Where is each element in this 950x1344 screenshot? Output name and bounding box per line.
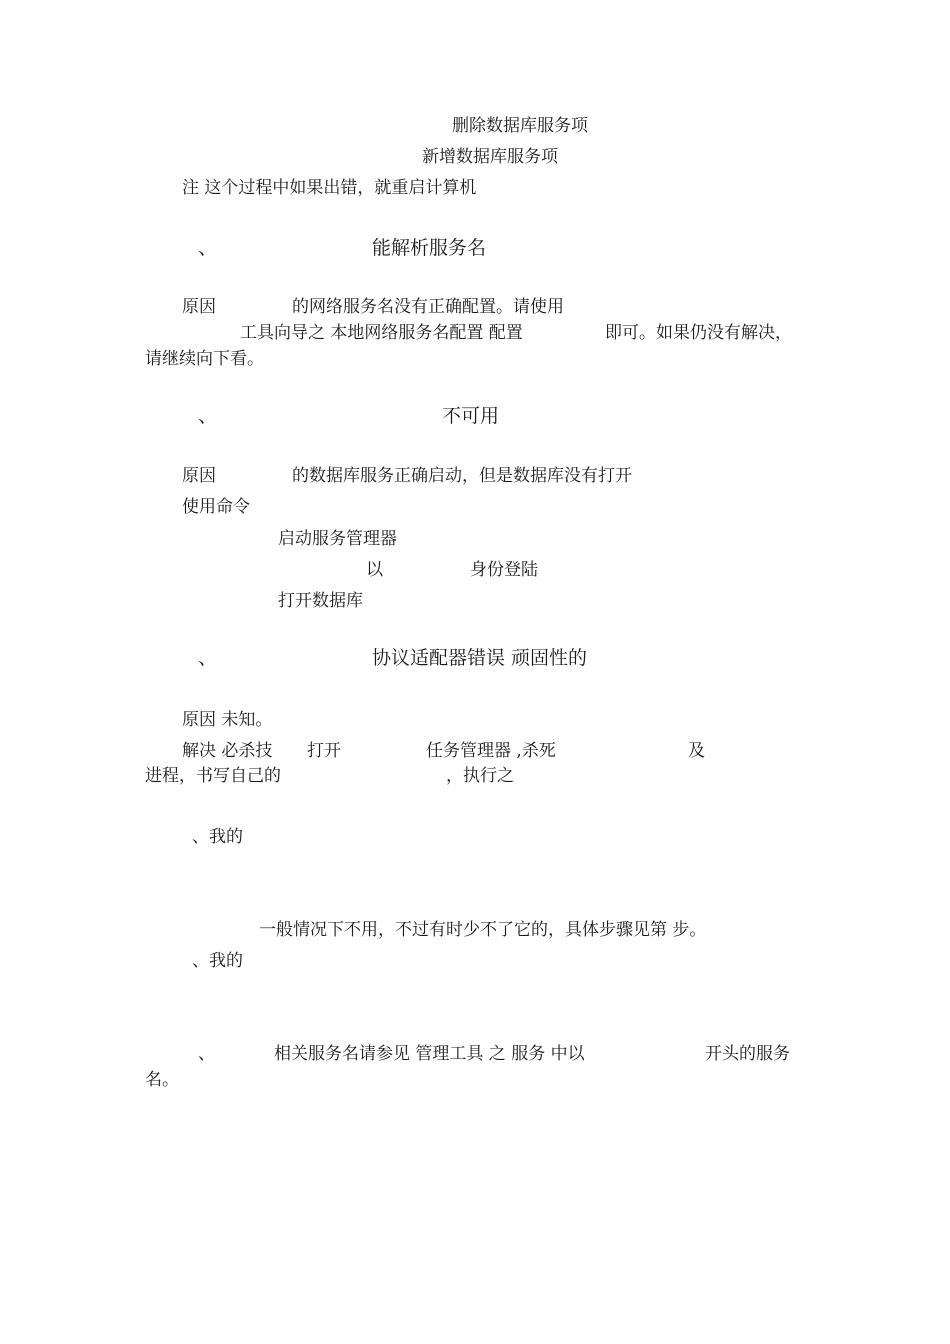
text-line-related-service-names: 相关服务名请参见 管理工具 之 服务 中以 <box>274 1044 585 1064</box>
text-line-delete-service: 删除数据库服务项 <box>452 116 588 136</box>
section-2-number: 、 <box>198 405 218 427</box>
text-line-cause-label-2: 原因 <box>182 466 216 486</box>
section-2-heading: 不可用 <box>442 405 500 427</box>
text-line-cause-2: 的数据库服务正确启动，但是数据库没有打开 <box>292 466 632 486</box>
text-line-start-service-manager: 启动服务管理器 <box>278 529 397 549</box>
text-line-service-prefix: 开头的服务 <box>705 1044 790 1064</box>
text-line-open: 打开 <box>307 741 341 761</box>
section-3-heading: 协议适配器错误 顽固性的 <box>372 647 588 669</box>
section-3-number: 、 <box>198 647 218 669</box>
text-line-continue: 请继续向下看。 <box>145 349 264 369</box>
text-line-still-unsolved: 即可。如果仍没有解决， <box>605 323 792 343</box>
text-line-my-1: 、我的 <box>192 827 243 847</box>
text-line-my-2: 、我的 <box>192 951 243 971</box>
text-line-generally-unused: 一般情况下不用，不过有时少不了它的，具体步骤见第 步。 <box>259 920 707 940</box>
text-line-execute: ，执行之 <box>446 766 514 786</box>
text-line-open-database: 打开数据库 <box>278 591 363 611</box>
text-line-cause-1: 的网络服务名没有正确配置。请使用 <box>292 297 564 317</box>
text-line-login-as: 身份登陆 <box>470 560 538 580</box>
text-line-cause-label-1: 原因 <box>182 297 216 317</box>
text-line-name-end: 名。 <box>145 1070 179 1090</box>
text-line-process: 进程，书写自己的 <box>145 766 281 786</box>
text-line-task-manager: 任务管理器 ,杀死 <box>426 741 556 761</box>
text-line-note: 注 这个过程中如果出错，就重启计算机 <box>182 178 477 198</box>
text-line-add-service: 新增数据库服务项 <box>422 147 558 167</box>
text-line-use-command: 使用命令 <box>182 497 250 517</box>
section-1-heading: 能解析服务名 <box>372 237 487 259</box>
text-line-as: 以 <box>366 560 383 580</box>
text-line-and: 及 <box>688 741 705 761</box>
text-line-solution-label: 解决 必杀技 <box>182 741 273 761</box>
section-1-number: 、 <box>198 237 218 259</box>
text-line-enum-mark: 、 <box>198 1044 215 1064</box>
text-line-cause-unknown: 原因 未知。 <box>182 710 273 730</box>
text-line-tool-wizard: 工具向导之 本地网络服务名配置 配置 <box>240 323 523 343</box>
